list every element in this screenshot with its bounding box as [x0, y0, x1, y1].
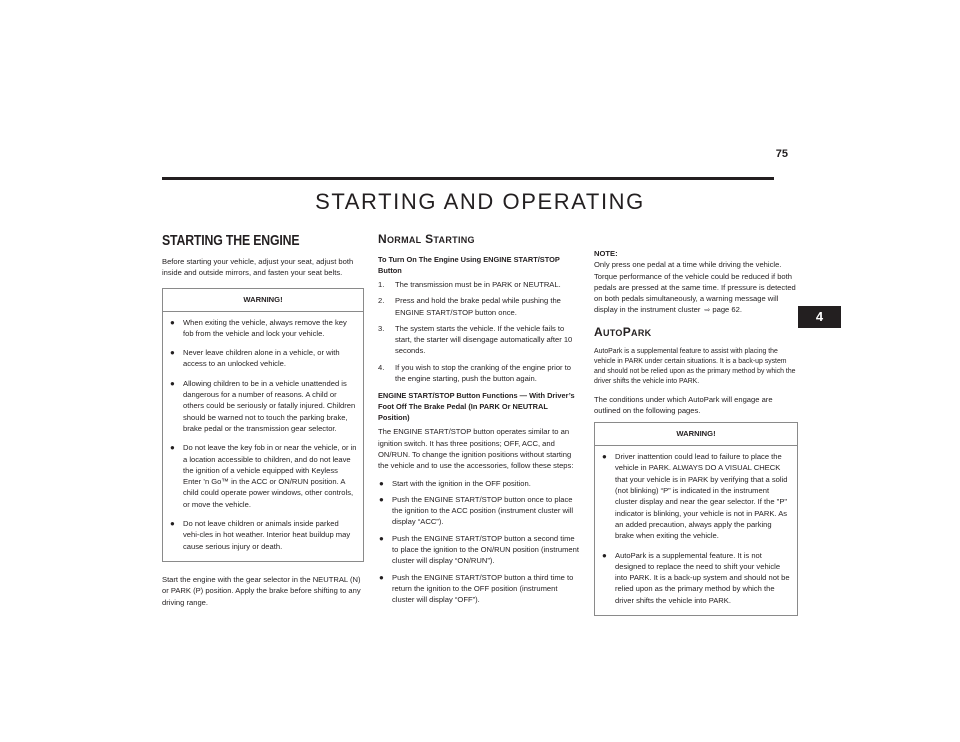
step-number: 2. [378, 296, 385, 306]
list-item-text: Do not leave the key fob in or near the vehicle, or in a location accessible to children, and do not leave the ignition of a vehicle equipped with Keyless Enter ’n Go™ in the ACC or ON/RUN position. A child could operate power windows, other controls, or move the vehicle. [183, 443, 357, 509]
list-item-text: Push the ENGINE START/STOP button once to place the ignition to the ACC position (instrument cluster will display “ACC”). [392, 494, 574, 527]
list-item [378, 323, 580, 357]
list-item [378, 478, 580, 489]
list-item [378, 533, 580, 567]
list-item [601, 550, 791, 606]
list-item-text: Do not leave children or animals inside parked vehi-cles in hot weather. Interior heat buildup may cause serious injury or death. [183, 519, 351, 551]
list-item [169, 442, 357, 510]
heading-initial: P [622, 324, 632, 339]
section-heading-starting-engine: STARTING THE ENGINE [162, 232, 300, 249]
list-item [378, 494, 580, 528]
step-text: Press and hold the brake pedal while pushing the ENGINE START/STOP button once. [395, 296, 561, 317]
chapter-title: STARTING AND OPERATING [315, 189, 645, 214]
step-text: If you wish to stop the cranking of the engine prior to the engine starting, push the button again. [395, 362, 572, 384]
heading-initial: A [594, 324, 603, 339]
step-number: 4. [378, 362, 385, 372]
step-text: The system starts the vehicle. If the vehicle fails to start, the starter will disengage automatically after 10 seconds. [395, 323, 573, 356]
list-item [601, 451, 791, 541]
steps-list [378, 279, 580, 384]
list-item [378, 572, 580, 606]
list-item [378, 362, 580, 385]
bullet-icon: ● [379, 478, 384, 488]
column-3 [594, 248, 798, 628]
page-reference-arrow-icon: ⇨ [704, 307, 711, 315]
list-item-text: When exiting the vehicle, always remove the key fob from the vehicle and lock your vehicle. [183, 317, 347, 338]
note-label: NOTE: [594, 249, 618, 258]
bullet-icon: ● [170, 443, 175, 453]
note-text: Only press one pedal at a time while driving the vehicle. Torque performance of the vehicle could be reduced if both pedals are pressed at the same time. If pressure is detected on both pedals simultaneously, a warning message will display in the instrument cluster [594, 260, 796, 315]
warning-list [601, 451, 791, 606]
subheading-turn-on: To Turn On The Engine Using ENGINE START/STOP Button [378, 255, 560, 275]
warning-list [169, 317, 357, 552]
bullet-icon: ● [379, 572, 384, 582]
section-heading-autopark [594, 325, 798, 340]
heading-rest: ARK [631, 327, 652, 338]
list-item [169, 378, 357, 434]
list-item-text: AutoPark is a supplemental feature. It is not designed to replace the need to shift your vehicle into PARK. It is a back-up system and should not be relied upon as the primary method by which the driver shifts the vehicle into PARK. [615, 550, 790, 605]
list-item-text: Start with the ignition in the OFF position. [392, 478, 531, 488]
note-page-reference[interactable]: page 62. [712, 305, 742, 315]
section-heading-normal-starting [378, 232, 580, 247]
note [594, 248, 798, 317]
heading-initial: N [378, 232, 387, 246]
bullet-icon: ● [170, 519, 175, 529]
list-item-text: Push the ENGINE START/STOP button a third time to return the ignition to the OFF position (instrument cluster will display “OFF”). [392, 572, 574, 605]
heading-rest: UTO [602, 327, 623, 338]
functions-paragraph: The ENGINE START/STOP button operates similar to an ignition switch. It has three positions; OFF, ACC, and ON/RUN. To change the ignition positions without starting the vehicle and to use the accessories, follow these steps: [378, 427, 574, 471]
bullet-icon: ● [379, 494, 384, 504]
step-number: 1. [378, 280, 385, 289]
step-number: 3. [378, 323, 385, 333]
warning-title: WARNING! [163, 289, 363, 312]
subheading-button-functions: ENGINE START/STOP Button Functions — With Driver’s Foot Off The Brake Pedal (In PARK Or NEUTRAL Position) [378, 391, 575, 423]
list-item [378, 295, 580, 318]
bullet-icon: ● [170, 378, 175, 388]
column-1 [162, 232, 364, 614]
intro-paragraph: Before starting your vehicle, adjust your seat, adjust both inside and outside mirrors, and fasten your seat belts. [162, 257, 354, 278]
warning-box [594, 422, 798, 616]
bullet-icon: ● [379, 533, 384, 543]
list-item [169, 518, 357, 552]
outro-paragraph: Start the engine with the gear selector in the NEUTRAL (N) or PARK (P) position. Apply the brake before shifting to any driving range. [162, 574, 361, 607]
page-number: 75 [775, 148, 788, 160]
step-text: The transmission must be in PARK or NEUTRAL. [395, 280, 561, 289]
warning-title: WARNING! [595, 423, 797, 446]
list-item-text: Never leave children alone in a vehicle, or with access to an unlocked vehicle. [183, 348, 340, 369]
bullet-icon: ● [602, 550, 607, 560]
list-item-text: Driver inattention could lead to failure to place the vehicle in PARK. ALWAYS DO A VISUAL CHECK that your vehicle is in PARK by verifying that a solid (not blinking) “P” is indicated in the instrument cluster display and near the gear selector. If the "P" indicator is blinking, your vehicle is not in PARK. As an added precaution, always apply the parking brake when exiting the vehicle. [615, 452, 788, 541]
autopark-paragraph: AutoPark is a supplemental feature to assist with placing the vehicle in PARK under certain situations. It is a back-up system and should not be relied upon as the primary method by which the driver shifts the vehicle into PARK. [594, 347, 796, 386]
header-rule [162, 177, 774, 180]
heading-rest: TARTING [433, 235, 475, 245]
heading-initial: S [425, 232, 434, 246]
bullet-icon: ● [170, 317, 175, 327]
heading-rest: ORMAL [386, 235, 422, 245]
list-item [378, 279, 580, 290]
bullet-icon: ● [602, 452, 607, 462]
column-2 [378, 232, 580, 611]
list-item-text: Allowing children to be in a vehicle unattended is dangerous for a number of reasons. A child or others could be seriously or fatally injured. Children should be warned not to touch the parking brake, brake pedal or the transmission gear selector. [183, 378, 356, 433]
chapter-tab: 4 [798, 306, 841, 328]
warning-box [162, 288, 364, 562]
list-item [169, 347, 357, 370]
autopark-conditions-paragraph: The conditions under which AutoPark will engage are outlined on the following pages. [594, 394, 773, 415]
functions-list [378, 478, 580, 606]
list-item-text: Push the ENGINE START/STOP button a second time to place the ignition to the ON/RUN position (instrument cluster will display “ON/RUN”). [392, 533, 579, 566]
bullet-icon: ● [170, 348, 175, 358]
list-item [169, 317, 357, 340]
